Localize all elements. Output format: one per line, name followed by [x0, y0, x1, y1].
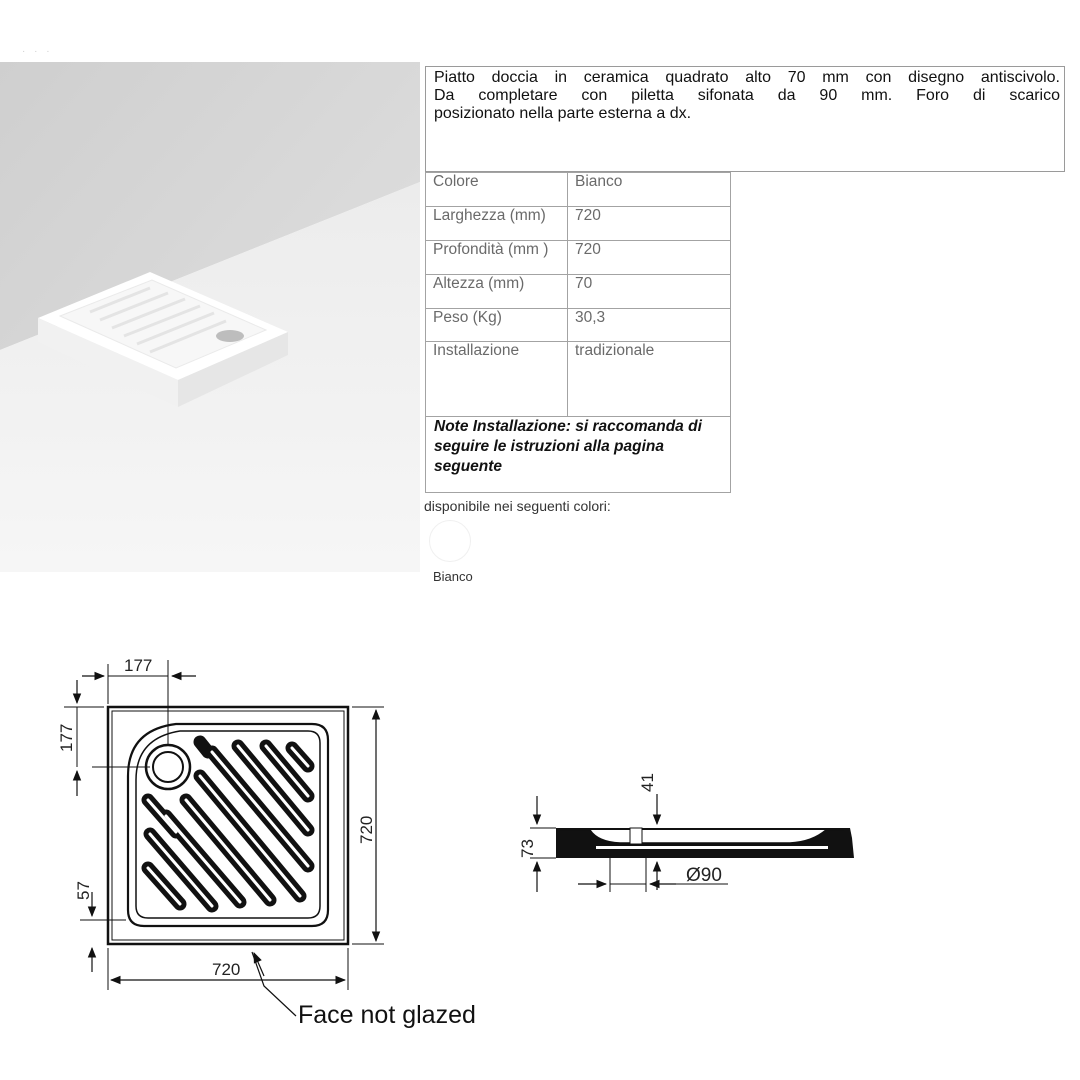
- description-line: Da completare con piletta sifonata da 90 mm. Foro di scarico: [434, 87, 1060, 104]
- side-view: [556, 828, 854, 858]
- spec-label: Colore: [426, 173, 568, 207]
- spec-label: Profondità (mm ): [426, 241, 568, 275]
- spec-value: Bianco: [568, 173, 731, 207]
- dim-label: 177: [57, 723, 76, 752]
- spec-label: Installazione: [426, 342, 568, 417]
- product-photo: [0, 62, 420, 572]
- spec-value: tradizionale: [568, 342, 731, 417]
- table-row: [426, 309, 731, 342]
- color-swatch-label: Bianco: [433, 569, 473, 584]
- installation-note: Note Installazione: si raccomanda di seguire le istruzioni alla pagina seguente: [425, 416, 731, 493]
- technical-drawing: [0, 600, 1080, 1045]
- spec-value: 30,3: [568, 309, 731, 342]
- table-row: [426, 173, 731, 207]
- dim-label: 41: [638, 773, 657, 792]
- decorative-dots: · · ·: [22, 46, 53, 57]
- spec-value: 70: [568, 275, 731, 309]
- dim-label: 57: [74, 881, 93, 900]
- dim-label: 177: [124, 656, 153, 675]
- color-swatch-bianco[interactable]: [429, 520, 471, 562]
- description-line: posizionato nella parte esterna a dx.: [434, 105, 692, 122]
- spec-value: 720: [568, 207, 731, 241]
- spec-label: Peso (Kg): [426, 309, 568, 342]
- spec-label: Larghezza (mm): [426, 207, 568, 241]
- table-row: [426, 342, 731, 417]
- face-not-glazed-label: Face not glazed: [298, 1001, 476, 1029]
- dim-label: 720: [212, 960, 241, 979]
- spec-label: Altezza (mm): [426, 275, 568, 309]
- spec-value: 720: [568, 241, 731, 275]
- top-view: [92, 660, 348, 944]
- specs-table: [425, 172, 731, 417]
- table-row: [426, 241, 731, 275]
- table-row: [426, 207, 731, 241]
- table-row: [426, 275, 731, 309]
- product-description: [425, 66, 1065, 172]
- available-colors-label: disponibile nei seguenti colori:: [424, 498, 611, 514]
- dim-label: 720: [357, 815, 376, 844]
- dim-label: 73: [518, 839, 537, 858]
- description-line: Piatto doccia in ceramica quadrato alto 70 mm con disegno antiscivolo.: [434, 69, 1060, 86]
- dim-label: Ø90: [686, 865, 722, 886]
